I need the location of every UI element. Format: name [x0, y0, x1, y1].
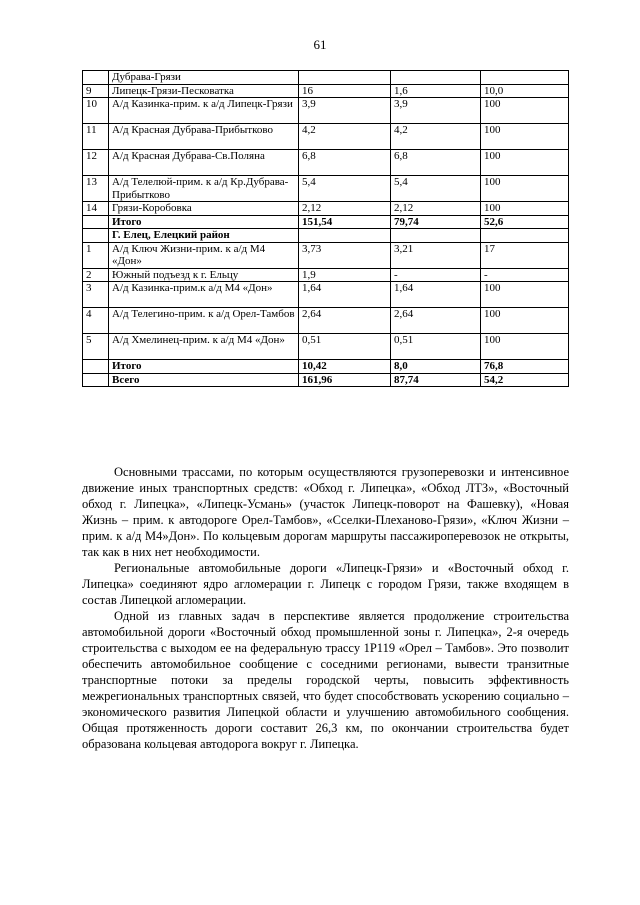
table-row	[83, 242, 569, 268]
table-cell-value-a: 6,8	[299, 150, 391, 176]
table-cell-number: 3	[83, 282, 109, 308]
table-cell-value-c: 100	[481, 150, 569, 176]
table-cell-road-name: А/д Хмелинец-прим. к а/д М4 «Дон»	[109, 334, 299, 360]
table-cell-value-c	[481, 71, 569, 85]
table-cell-value-c: 76,8	[481, 360, 569, 374]
table-cell-road-name: А/д Ключ Жизни-прим. к а/д М4 «Дон»	[109, 242, 299, 268]
table-cell-number	[83, 71, 109, 85]
table-cell-value-b: 2,64	[391, 308, 481, 334]
table-cell-road-name: А/д Казинка-прим.к а/д М4 «Дон»	[109, 282, 299, 308]
table-cell-value-b: 4,2	[391, 124, 481, 150]
table-cell-value-a: 5,4	[299, 176, 391, 202]
table-cell-number	[83, 373, 109, 387]
table-cell-number: 9	[83, 84, 109, 98]
table-cell-value-a: 0,51	[299, 334, 391, 360]
table-cell-value-a: 1,64	[299, 282, 391, 308]
table-cell-number: 14	[83, 202, 109, 216]
table-cell-value-b: 79,74	[391, 215, 481, 229]
table-row	[83, 360, 569, 374]
table-cell-value-b: 6,8	[391, 150, 481, 176]
table-cell-value-c: 100	[481, 176, 569, 202]
table-cell-number: 11	[83, 124, 109, 150]
table-cell-number: 10	[83, 98, 109, 124]
table-cell-value-a: 10,42	[299, 360, 391, 374]
paragraph-eastern-bypass: Одной из главных задач в перспективе является продолжение строительства автомобильной дороги «Восточный обход промышленной зоны г. Липецка», 2-я очередь строительства с выходом ее на федеральную трассу 1Р119 «Орел – Тамбов». Это позволит обеспечить автомобильное сообщение с соседними регионами, вывести транзитные транспортные потоки за пределы городской черты, повысить эффективность межрегиональных транспортных связей, что будет способствовать ускорению социально – экономического развития Липецкой области и улучшению автомобильного сообщения. Общая протяженность дороги составит 26,3 км, по окончании строительства будет образована кольцевая автодорога вокруг г. Липецка.	[82, 609, 569, 751]
table-row	[83, 268, 569, 282]
table-cell-value-c: -	[481, 268, 569, 282]
table-cell-value-a	[299, 71, 391, 85]
table-cell-value-c: 100	[481, 98, 569, 124]
table-cell-value-a: 4,2	[299, 124, 391, 150]
table-row	[83, 176, 569, 202]
table-row	[83, 229, 569, 243]
roads-table-body	[83, 71, 569, 387]
table-row	[83, 124, 569, 150]
table-cell-value-c: 52,6	[481, 215, 569, 229]
table-row	[83, 334, 569, 360]
table-cell-number	[83, 229, 109, 243]
table-cell-road-name: Всего	[109, 373, 299, 387]
table-cell-value-b: 8,0	[391, 360, 481, 374]
table-row	[83, 373, 569, 387]
body-text	[82, 464, 569, 752]
table-row	[83, 282, 569, 308]
table-cell-value-b	[391, 71, 481, 85]
table-cell-road-name: А/д Телегино-прим. к а/д Орел-Тамбов	[109, 308, 299, 334]
table-cell-value-b: 0,51	[391, 334, 481, 360]
table-row	[83, 71, 569, 85]
table-cell-value-b: 5,4	[391, 176, 481, 202]
table-cell-value-a: 16	[299, 84, 391, 98]
table-cell-number	[83, 360, 109, 374]
table-cell-road-name: А/д Красная Дубрава-Св.Поляна	[109, 150, 299, 176]
table-cell-number: 4	[83, 308, 109, 334]
table-cell-value-b: 2,12	[391, 202, 481, 216]
table-cell-value-c: 54,2	[481, 373, 569, 387]
table-cell-value-b: 1,64	[391, 282, 481, 308]
table-cell-value-c: 100	[481, 334, 569, 360]
table-cell-value-c: 100	[481, 124, 569, 150]
table-cell-road-name: Дубрава-Грязи	[109, 71, 299, 85]
table-cell-number: 5	[83, 334, 109, 360]
table-cell-value-a: 161,96	[299, 373, 391, 387]
table-row	[83, 98, 569, 124]
table-cell-value-b: 3,9	[391, 98, 481, 124]
table-cell-value-a: 151,54	[299, 215, 391, 229]
paragraph-regional-roads: Региональные автомобильные дороги «Липецк-Грязи» и «Восточный обход г. Липецка» соединяют ядро агломерации г. Липецк с городом Грязи, также входящем в состав Липецкой агломерации.	[82, 561, 569, 607]
table-row	[83, 202, 569, 216]
table-cell-value-b: 1,6	[391, 84, 481, 98]
table-cell-value-b	[391, 229, 481, 243]
table-row	[83, 84, 569, 98]
table-cell-road-name: А/д Красная Дубрава-Прибытково	[109, 124, 299, 150]
table-cell-number: 1	[83, 242, 109, 268]
table-cell-number	[83, 215, 109, 229]
table-cell-value-a: 3,9	[299, 98, 391, 124]
table-cell-value-a: 2,64	[299, 308, 391, 334]
table-cell-value-c: 100	[481, 202, 569, 216]
table-cell-road-name: А/д Казинка-прим. к а/д Липецк-Грязи	[109, 98, 299, 124]
table-cell-number: 12	[83, 150, 109, 176]
table-cell-value-a: 1,9	[299, 268, 391, 282]
table-cell-value-a: 2,12	[299, 202, 391, 216]
table-cell-value-b: 87,74	[391, 373, 481, 387]
table-cell-road-name: Липецк-Грязи-Песковатка	[109, 84, 299, 98]
table-row	[83, 150, 569, 176]
table-cell-road-name: Итого	[109, 215, 299, 229]
table-cell-road-name: Г. Елец, Елецкий район	[109, 229, 299, 243]
table-cell-road-name: Итого	[109, 360, 299, 374]
page-number: 61	[313, 37, 327, 52]
table-cell-value-c: 100	[481, 282, 569, 308]
table-row	[83, 308, 569, 334]
table-cell-value-a: 3,73	[299, 242, 391, 268]
table-cell-value-a	[299, 229, 391, 243]
table-cell-value-c: 100	[481, 308, 569, 334]
table-cell-road-name: Южный подъезд к г. Ельцу	[109, 268, 299, 282]
table-cell-value-c	[481, 229, 569, 243]
paragraph-main-routes: Основными трассами, по которым осуществляются грузоперевозки и интенсивное движение иных транспортных средств: «Обход г. Липецка», «Обход ЛТЗ», «Восточный обход г. Липецка», «Липецк-Усмань» (участок Липецк-поворот на Фашевку), «Новая Жизнь – прим. к автодороге Орел-Тамбов», «Сселки-Плеханово-Грязи», «Ключ Жизни – прим. к а/д М4»Дон». По кольцевым дорогам маршруты пассажироперевозок не открыты, так как в них нет необходимости.	[82, 465, 569, 559]
table-cell-value-b: -	[391, 268, 481, 282]
roads-table	[82, 70, 569, 387]
table-cell-number: 13	[83, 176, 109, 202]
table-cell-value-b: 3,21	[391, 242, 481, 268]
table-cell-value-c: 10,0	[481, 84, 569, 98]
table-cell-value-c: 17	[481, 242, 569, 268]
table-cell-number: 2	[83, 268, 109, 282]
table-cell-road-name: Грязи-Коробовка	[109, 202, 299, 216]
table-row	[83, 215, 569, 229]
table-cell-road-name: А/д Телелюй-прим. к а/д Кр.Дубрава-Прибытково	[109, 176, 299, 202]
